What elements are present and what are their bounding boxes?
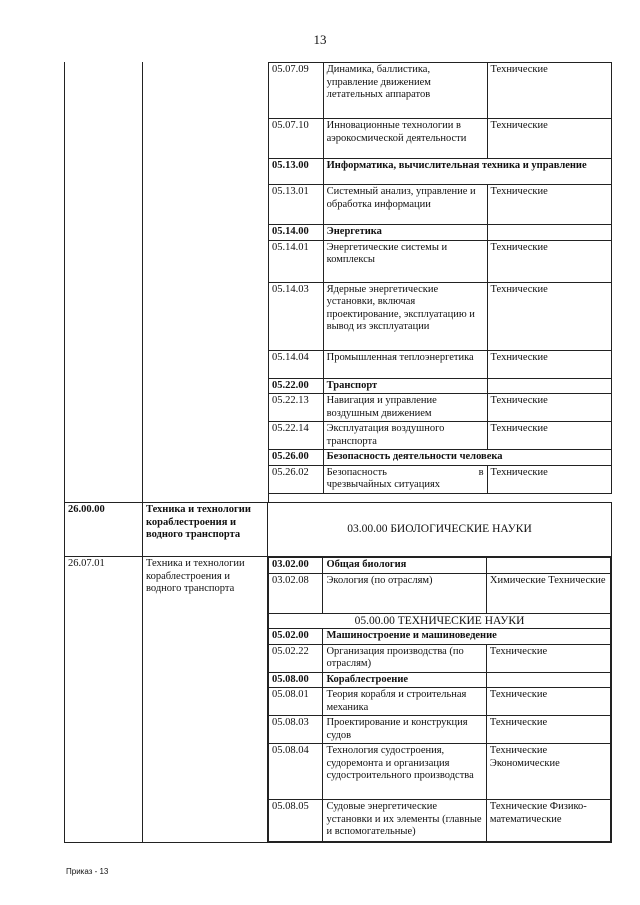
table-row (269, 422, 612, 450)
name-cell: Техника и технологии кораблестроения и водного транспорта (143, 503, 268, 557)
table-row (269, 465, 612, 493)
name-cell: Транспорт (323, 378, 487, 394)
name-cell: Эксплуатация воздушного транспорта (323, 422, 487, 450)
table-row (269, 378, 612, 394)
table-row (269, 613, 611, 629)
name-cell: Безопасность деятельности человека (323, 450, 611, 466)
table-row-26-00-00 (65, 503, 612, 557)
name-cell: Проектирование и конструкция судов (323, 716, 486, 744)
name-cell: Инновационные технологии в аэрокосмической деятельности (323, 119, 487, 159)
table-row (269, 573, 611, 613)
code-cell: 26.00.00 (65, 503, 143, 557)
code-cell: 05.22.13 (269, 394, 324, 422)
name-cell: Техника и технологии кораблестроения и водного транспорта (143, 557, 268, 843)
code-cell: 05.14.00 (269, 225, 324, 241)
science-heading: 03.00.00 БИОЛОГИЧЕСКИЕ НАУКИ (268, 503, 612, 557)
type-cell: Технические (487, 185, 611, 225)
table-row (269, 282, 612, 350)
type-cell (487, 378, 611, 394)
name-cell: Ядерные энергетические установки, включая проектирование, эксплуатацию и вывод из эксплуатации (323, 282, 487, 350)
code-cell: 05.26.00 (269, 450, 324, 466)
table-row (269, 63, 612, 119)
type-cell: Технические (487, 394, 611, 422)
type-cell: Технические (486, 644, 610, 672)
code-cell: 05.22.00 (269, 378, 324, 394)
column-divider-line (142, 62, 143, 502)
table-row (269, 716, 611, 744)
name-cell: Технология судостроения, судоремонта и организация судостроительного производства (323, 744, 486, 800)
name-cell: Экология (по отраслям) (323, 573, 486, 613)
code-cell: 05.14.04 (269, 350, 324, 378)
footer-label: Приказ - 13 (66, 867, 109, 876)
type-cell (487, 225, 611, 241)
name-cell: Общая биология (323, 558, 486, 574)
table-row (269, 119, 612, 159)
type-cell: Технические (486, 688, 610, 716)
name-cell: Теория корабля и строительная механика (323, 688, 486, 716)
code-cell: 05.13.00 (269, 159, 324, 185)
page-number: 13 (313, 32, 327, 47)
code-cell: 05.13.01 (269, 185, 324, 225)
name-cell: Информатика, вычислительная техника и управление (323, 159, 611, 185)
table-row (269, 672, 611, 688)
table-row (269, 558, 611, 574)
name-cell: Кораблестроение (323, 672, 486, 688)
lower-specialty-table (64, 502, 612, 843)
type-cell: Технические Экономические (486, 744, 610, 800)
type-cell: Технические (487, 282, 611, 350)
table-row (269, 688, 611, 716)
table-row-26-07-01 (65, 557, 612, 843)
code-cell: 05.02.00 (269, 629, 323, 645)
code-cell: 03.02.08 (269, 573, 323, 613)
code-cell: 05.07.09 (269, 63, 324, 119)
name-part: в (478, 466, 484, 478)
type-cell: Технические (487, 63, 611, 119)
table-row (269, 350, 612, 378)
table-row (269, 629, 611, 645)
name-part: Безопасность (326, 466, 387, 478)
table-row (269, 644, 611, 672)
nested-cell (268, 557, 612, 843)
name-cell: Энергетика (323, 225, 487, 241)
code-cell: 05.08.03 (269, 716, 323, 744)
code-cell: 05.08.01 (269, 688, 323, 716)
table-row (269, 240, 612, 282)
table-row (269, 185, 612, 225)
nested-table (268, 557, 611, 842)
name-cell: Навигация и управление воздушным движением (323, 394, 487, 422)
table-row (269, 394, 612, 422)
code-cell: 05.08.04 (269, 744, 323, 800)
type-cell: Технические (486, 716, 610, 744)
name-cell (323, 465, 487, 493)
type-cell: Технические (487, 119, 611, 159)
code-cell: 05.02.22 (269, 644, 323, 672)
code-cell: 05.22.14 (269, 422, 324, 450)
type-cell: Технические (487, 240, 611, 282)
type-cell: Технические (487, 422, 611, 450)
type-cell: Технические Физико-математические (486, 800, 610, 842)
table-row (269, 744, 611, 800)
section-heading: 05.00.00 ТЕХНИЧЕСКИЕ НАУКИ (269, 613, 611, 629)
left-border-line (64, 62, 65, 502)
code-cell: 05.07.10 (269, 119, 324, 159)
table-row (269, 450, 612, 466)
type-cell: Технические (487, 465, 611, 493)
type-cell (486, 672, 610, 688)
code-cell: 26.07.01 (65, 557, 143, 843)
name-cell: Судовые энергетические установки и их элементы (главные и вспомогательные) (323, 800, 486, 842)
table-row (269, 159, 612, 185)
name-part: чрезвычайных ситуациях (326, 479, 441, 490)
code-cell: 03.02.00 (269, 558, 323, 574)
code-cell: 05.26.02 (269, 465, 324, 493)
name-cell: Системный анализ, управление и обработка информации (323, 185, 487, 225)
code-cell: 05.14.01 (269, 240, 324, 282)
name-cell: Машиностроение и машиноведение (323, 629, 611, 645)
code-cell: 05.08.05 (269, 800, 323, 842)
name-cell: Динамика, баллистика, управление движением летательных аппаратов (323, 63, 487, 119)
table-row (269, 225, 612, 241)
name-cell: Организация производства (по отраслям) (323, 644, 486, 672)
name-cell: Энергетические системы и комплексы (323, 240, 487, 282)
code-cell: 05.08.00 (269, 672, 323, 688)
upper-specialty-table (268, 62, 612, 494)
type-cell: Технические (487, 350, 611, 378)
type-cell (486, 558, 610, 574)
code-cell: 05.14.03 (269, 282, 324, 350)
table-row (269, 800, 611, 842)
type-cell: Химические Технические (486, 573, 610, 613)
name-cell: Промышленная теплоэнергетика (323, 350, 487, 378)
